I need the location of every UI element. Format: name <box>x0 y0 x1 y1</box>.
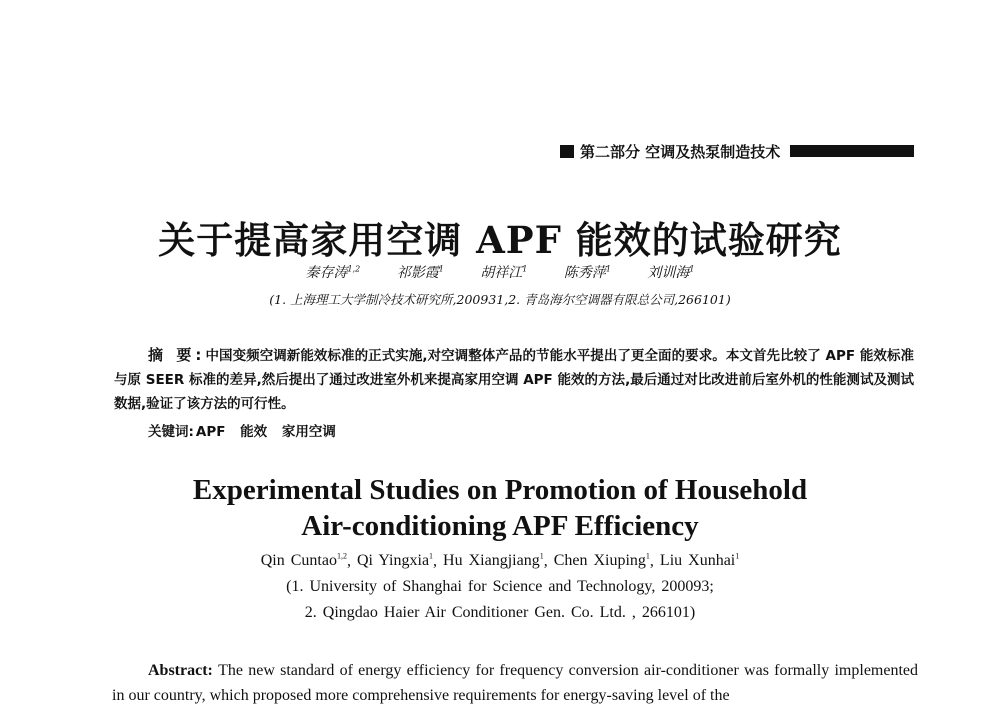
header-bar-right <box>790 145 914 157</box>
chinese-abstract <box>114 343 914 416</box>
en-abstract-text: The new standard of energy efficiency for frequency conversion air-conditioner was formally implemented in our country, which proposed more comprehensive requirements for energy-saving level of the <box>112 662 919 704</box>
en-author: Qin Cuntao$^{1,2}$ <box>260 552 347 570</box>
chinese-title: 关于提高家用空调 APF 能效的试验研究 <box>158 218 842 262</box>
cn-author: 祁影霞$^1$ <box>396 264 444 281</box>
cn-keywords-label: 关键词: <box>148 424 194 440</box>
header-block-left <box>560 145 574 158</box>
en-author: Chen Xiuping$^1$ <box>553 552 650 570</box>
cn-abstract-text: 中国变频空调新能效标准的正式实施,对空调整体产品的节能水平提出了更全面的要求。本文首先比较了 APF 能效标准与原 SEER 标准的差异,然后提出了通过改进室外机来提高家用空调 APF 能效的方法,最后通过对比改进前后室外机的性能测试及测试数据,验证了该方法的可行性。 <box>114 348 914 412</box>
chinese-affiliation: (1. 上海理工大学制冷技术研究所,200931,2. 青岛海尔空调器有限总公司,266101) <box>269 292 731 307</box>
section-header-text: 第二部分 空调及热泵制造技术 <box>580 142 781 161</box>
chinese-keywords <box>148 420 908 440</box>
cn-abstract-label: 摘 要: <box>148 346 206 364</box>
english-title-line1: Experimental Studies on Promotion of Household <box>192 474 808 506</box>
english-title-line2: Air-conditioning APF Efficiency <box>301 510 699 542</box>
section-header <box>560 140 914 162</box>
cn-author: 刘训海$^1$ <box>647 264 695 281</box>
cn-author: 秦存涛$^{1,2}$ <box>305 264 361 281</box>
cn-keywords-text: APF 能效 家用空调 <box>195 424 336 440</box>
chinese-authors <box>0 262 1000 282</box>
cn-author: 陈秀萍$^1$ <box>563 264 611 281</box>
en-author: Liu Xunhai$^1$ <box>659 552 740 570</box>
en-abstract-label: Abstract <box>148 662 208 679</box>
cn-author: 胡祥江$^1$ <box>480 264 528 281</box>
english-affiliation-line2: 2. Qingdao Haier Air Conditioner Gen. Co. Ltd. , 266101) <box>304 604 696 621</box>
english-abstract: Abstract: The new standard of energy efficiency for frequency conversion air-conditioner was formally implemented in our country, which proposed more comprehensive requirements for energy-saving level of the <box>112 662 919 704</box>
en-author: Qi Yingxia$^1$ <box>356 552 434 570</box>
en-author: Hu Xiangjiang$^1$ <box>443 552 544 570</box>
english-affiliation-line1: (1. University of Shanghai for Science and Technology, 200093; <box>286 578 714 595</box>
english-authors: Qin Cuntao$^{1,2}$, Qi Yingxia$^1$, Hu Xiangjiang$^1$, Chen Xiuping$^1$, Liu Xunhai$^1$ <box>260 552 740 570</box>
